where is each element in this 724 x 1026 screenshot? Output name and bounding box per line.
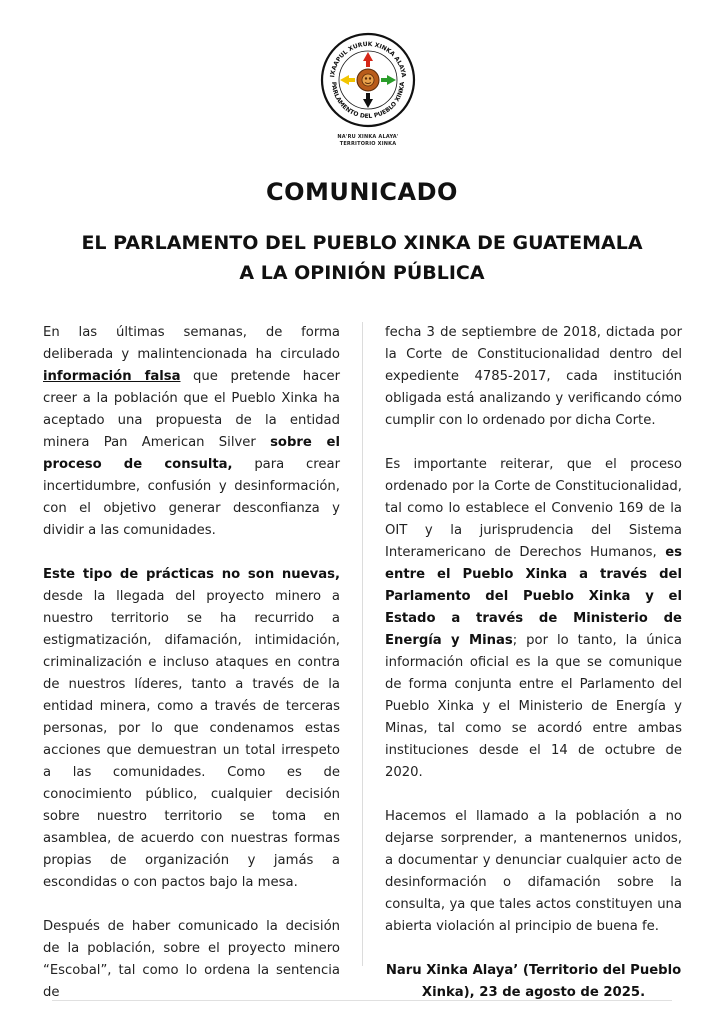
paragraph-call-to-population: Hacemos el llamado a la población a no dejarse sorprender, a mantenernos unidos, a documentar y denunciar cualquier acto de desinformación o difamación sobre la consulta, ya que tales actos constituyen una abierta violación al principio de buena fe. — [385, 809, 682, 934]
text-span: En las últimas semanas, de forma deliberada y malintencionada ha circulado — [43, 325, 340, 362]
paragraph-after-communication: Después de haber comunicado la decisión de la población, sobre el proyecto minero “Escobal”, tal como lo ordena la sentencia de — [43, 919, 340, 1000]
subtitle-line1: EL PARLAMENTO DEL PUEBLO XINKA DE GUATEMALA — [81, 232, 643, 254]
logo-caption — [318, 134, 418, 148]
signature-place-date: Naru Xinka Alaya’ (Territorio del Pueblo Xinka), 23 de agosto de 2025. — [385, 963, 682, 1000]
paragraph-intro — [43, 322, 340, 542]
paragraph-reiterate — [385, 454, 682, 784]
emphasis-process-parties: es entre el Pueblo Xinka a través del Parlamento del Pueblo Xinka y el Estado a través de Ministerio de Energía y Minas — [385, 545, 682, 648]
left-column — [43, 322, 340, 1026]
document-title: COMUNICADO — [266, 178, 458, 206]
text-span: para crear incertidumbre, confusión y desinformación, con el objetivo generar desconfianza y dividir a las comunidades. — [43, 457, 341, 538]
column-divider — [362, 322, 363, 966]
logo-ring-bottom-text: PARLAMENTO DEL PUEBLO XINKA — [329, 81, 407, 121]
footer-divider — [52, 1000, 672, 1001]
text-span: que pretende hacer creer a la población que el Pueblo Xinka ha aceptado una propuesta de la entidad minera Pan American Silver — [43, 369, 340, 450]
right-column — [385, 322, 682, 1026]
document-subtitle — [40, 228, 684, 288]
logo-caption-line1: NA'RU XINKA ALAYA' — [337, 134, 399, 140]
parliament-seal-icon — [318, 30, 418, 130]
emphasis-practices: Este tipo de prácticas no son nuevas, — [43, 567, 340, 582]
emphasis-false-info: información falsa — [43, 369, 181, 384]
paragraph-sentence-date: fecha 3 de septiembre de 2018, dictada por la Corte de Constitucionalidad dentro del expediente 4785-2017, cada institución obligada está analizando y verificando cómo cumplir con lo ordenado por dicha Corte. — [385, 325, 682, 428]
emphasis-consultation: sobre el proceso de consulta, — [43, 435, 340, 472]
logo-caption-line2: TERRITORIO XINKA — [339, 141, 397, 147]
paragraph-practices — [43, 564, 340, 894]
parliament-logo — [318, 30, 418, 162]
text-span: ; por lo tanto, la única información oficial es la que se comunique de forma conjunta entre el Parlamento del Pueblo Xinka y el Ministerio de Energía y Minas, tal como se acordó entre ambas instituciones desde el 14 de octubre de 2020. — [385, 633, 682, 780]
text-span: Es importante reiterar, que el proceso ordenado por la Corte de Constitucionalidad, tal como lo establece el Convenio 169 de la OIT y la jurisprudencia del Sistema Interamericano de Derechos Humanos, — [385, 457, 682, 560]
subtitle-line2: A LA OPINIÓN PÚBLICA — [239, 262, 485, 284]
text-span: desde la llegada del proyecto minero a nuestro territorio se ha recurrido a estigmatización, difamación, intimidación, criminalización e incluso ataques en contra de nuestros líderes, tanto a través de la entidad minera, como a través de terceras personas, por lo que condenamos estas acciones que demuestran un total irrespeto a las comunidades. Como es de conocimiento público, cualquier decisión sobre nuestro territorio se toma en asamblea, de acuerdo con nuestras formas propias de organización y jamás a escondidas o con pactos bajo la mesa. — [43, 589, 340, 890]
logo-ring-top-text: IXAAPUL XURUK XINKA ALAYA — [329, 40, 407, 78]
